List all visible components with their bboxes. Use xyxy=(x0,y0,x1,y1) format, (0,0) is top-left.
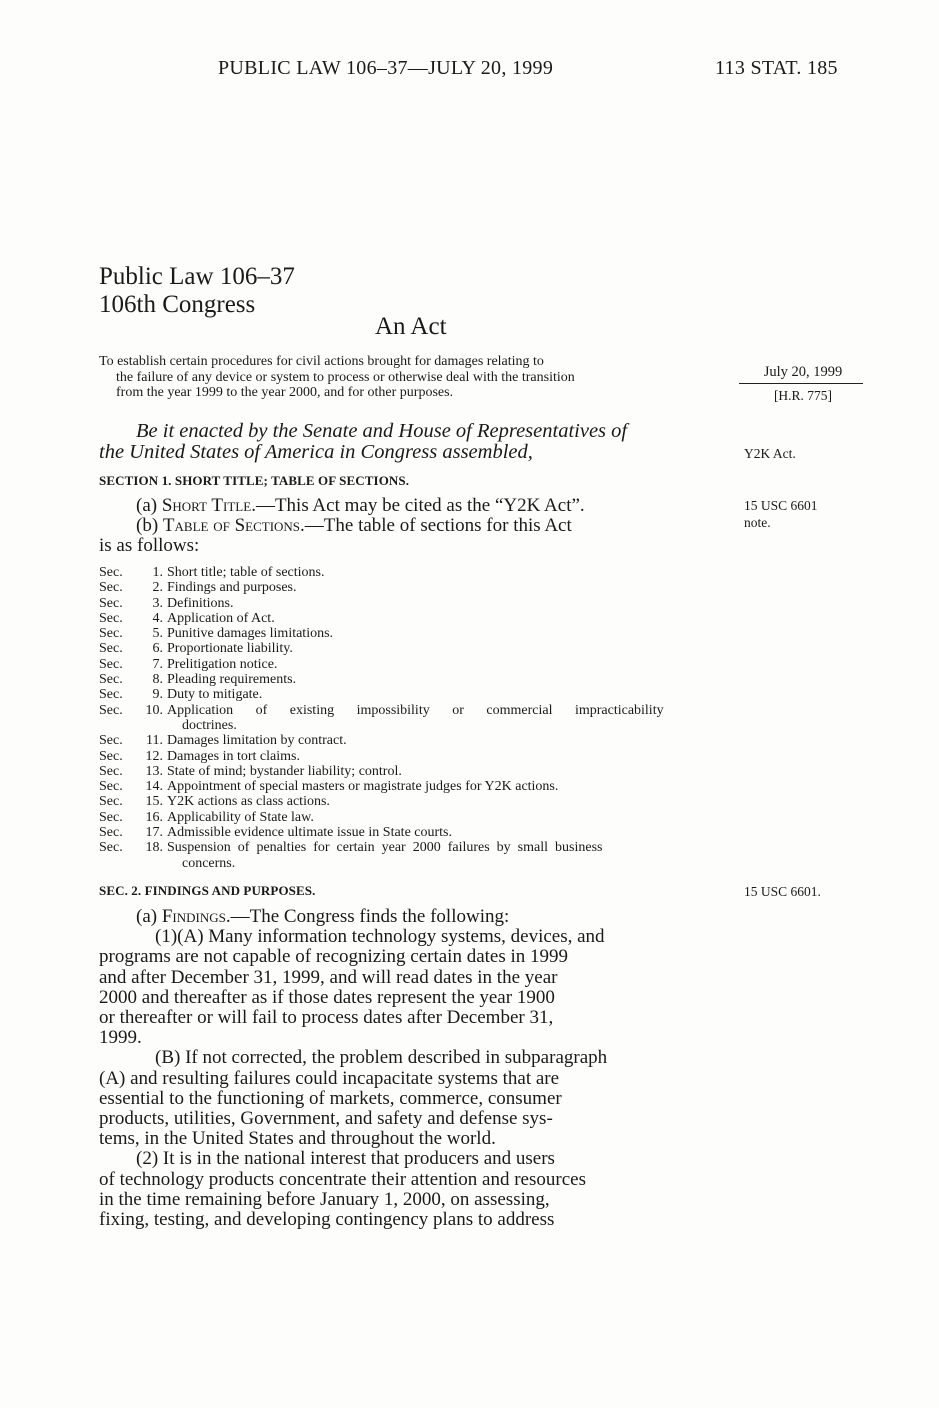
subsection-a: (a) Short Title.—This Act may be cited as the “Y2K Act”. xyxy=(136,495,585,516)
section-1-heading: SECTION 1. SHORT TITLE; TABLE OF SECTIONS. xyxy=(99,473,410,488)
paragraph-line: in the time remaining before January 1, 2000, on assessing, xyxy=(99,1188,550,1210)
usc-section-note: 15 USC 6601. xyxy=(744,884,821,899)
paragraph-line: (2) It is in the national interest that producers and users xyxy=(136,1148,555,1170)
paragraph-line: and after December 31, 1999, and will read dates in the year xyxy=(99,966,558,988)
subsection-a: (a) Findings.—The Congress finds the following: xyxy=(136,906,510,927)
section-2-heading: SEC. 2. FINDINGS AND PURPOSES. xyxy=(99,883,316,898)
paragraph-line: (1)(A) Many information technology systems, devices, and xyxy=(155,926,605,948)
toc-row: Sec. 3. Definitions. xyxy=(99,595,234,611)
toc-row: Sec. 10. Application of existing impossibility or commercial impracticability xyxy=(99,702,664,718)
paragraph-line: 1999. xyxy=(99,1027,142,1049)
purpose-clause xyxy=(99,354,727,401)
short-title-margin-note: Y2K Act. xyxy=(744,446,796,461)
purpose-line: To establish certain procedures for civil actions brought for damages relating to xyxy=(99,354,544,369)
page-stat-number: 113 STAT. 185 xyxy=(715,57,838,79)
an-act-heading: An Act xyxy=(375,313,447,340)
purpose-line: from the year 1999 to the year 2000, and for other purposes. xyxy=(116,385,454,401)
paragraph-line: or thereafter or will fail to process dates after December 31, xyxy=(99,1007,554,1029)
subsection-caption: Short Title xyxy=(161,495,252,516)
toc-row: Sec. 11. Damages limitation by contract. xyxy=(99,733,347,749)
toc-row: Sec. 2. Findings and purposes. xyxy=(99,580,297,596)
toc-row: Sec. 13. State of mind; bystander liability; control. xyxy=(99,763,402,779)
toc-row: Sec. 18. Suspension of penalties for certain year 2000 failures by small business xyxy=(99,840,603,856)
paragraph-line: programs are not capable of recognizing certain dates in 1999 xyxy=(99,946,569,968)
toc-row-continuation: doctrines. xyxy=(182,717,237,733)
paragraph-line: (A) and resulting failures could incapacitate systems that are xyxy=(99,1067,560,1089)
subsection-b-cont: is as follows: xyxy=(99,535,200,557)
usc-note-label: note. xyxy=(744,515,771,530)
toc-row: Sec. 15. Y2K actions as class actions. xyxy=(99,794,330,810)
paragraph-line: tems, in the United States and throughout the world. xyxy=(99,1128,496,1150)
usc-note: 15 USC 6601 xyxy=(744,498,818,513)
purpose-line: the failure of any device or system to process or otherwise deal with the transition xyxy=(116,369,575,385)
toc-row: Sec. 6. Proportionate liability. xyxy=(99,641,293,657)
margin-divider xyxy=(739,383,863,384)
toc-row: Sec. 9. Duty to mitigate. xyxy=(99,687,263,703)
paragraph-line: (B) If not corrected, the problem described in subparagraph xyxy=(155,1047,608,1069)
toc-row: Sec. 1. Short title; table of sections. xyxy=(99,565,325,580)
toc-row: Sec. 12. Damages in tort claims. xyxy=(99,748,300,764)
enactment-date-note: July 20, 1999 xyxy=(763,364,843,380)
bill-number-note: [H.R. 775] xyxy=(773,388,833,403)
toc-row-continuation: concerns. xyxy=(182,855,236,871)
toc-row: Sec. 14. Appointment of special masters or magistrate judges for Y2K actions. xyxy=(99,779,559,795)
subsection-caption: Findings xyxy=(161,906,226,927)
toc-row: Sec. 16. Applicability of State law. xyxy=(99,809,314,825)
toc-row: Sec. 5. Punitive damages limitations. xyxy=(99,626,334,642)
paragraph-line: 2000 and thereafter as if those dates represent the year 1900 xyxy=(99,986,555,1008)
paragraph-line: essential to the functioning of markets, commerce, consumer xyxy=(99,1087,562,1109)
section-2-body xyxy=(99,907,723,1230)
subsection-caption: Table of Sections xyxy=(162,515,301,537)
running-head-left: PUBLIC LAW 106–37—JULY 20, 1999 xyxy=(218,57,554,79)
toc-row: Sec. 17. Admissible evidence ultimate issue in State courts. xyxy=(99,825,452,841)
congress-number: 106th Congress xyxy=(99,291,256,318)
paragraph-line: fixing, testing, and developing contingency plans to address xyxy=(99,1209,555,1231)
enacting-line: the United States of America in Congress assembled, xyxy=(99,441,533,463)
public-law-number: Public Law 106–37 xyxy=(99,263,295,290)
enacting-line: Be it enacted by the Senate and House of Representatives of xyxy=(136,420,628,442)
section-1-body xyxy=(99,496,723,557)
table-of-sections xyxy=(99,565,723,871)
toc-row: Sec. 7. Prelitigation notice. xyxy=(99,656,278,672)
enacting-clause xyxy=(99,421,727,463)
subsection-b: (b) Table of Sections.—The table of sections for this Act xyxy=(136,515,572,537)
toc-row: Sec. 4. Application of Act. xyxy=(99,610,275,626)
toc-row: Sec. 8. Pleading requirements. xyxy=(99,672,297,688)
paragraph-line: of technology products concentrate their attention and resources xyxy=(99,1168,586,1190)
paragraph-line: products, utilities, Government, and safety and defense sys- xyxy=(99,1108,553,1130)
